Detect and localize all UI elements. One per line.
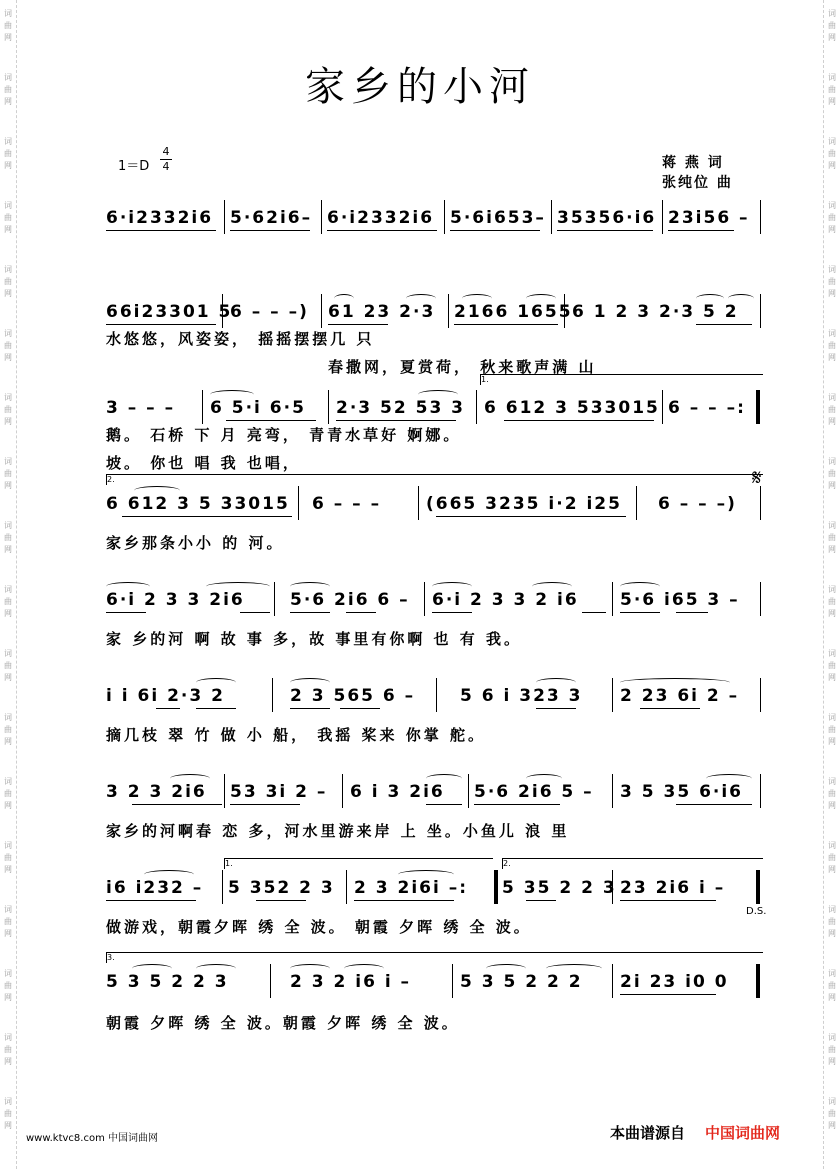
key-label: 1＝D [118,159,150,174]
footer-source [610,1122,780,1143]
measure: 2 3 565 6 – [290,686,416,706]
measure: 6 5·i 6·5 [210,398,306,418]
volta-3 [106,952,763,963]
measure: 5·6 i65 3 – [620,590,740,610]
measure: 6 612 3 533015 [484,398,660,418]
key-signature [118,145,170,174]
watermark-text: 词曲网 [4,201,12,234]
watermark-text: 词曲网 [828,73,836,106]
measure: i i 6i 2·3 2 [106,686,225,706]
measure: 5 6 i 323 3 [460,686,583,706]
footer-source-label: 本曲谱源自 [610,1124,686,1142]
watermark-text: 词曲网 [828,137,836,170]
watermark-text: 词曲网 [4,649,12,682]
measure: 6 i 3 2i6 [350,782,445,802]
watermark-text: 词曲网 [4,905,12,938]
measure: 3 2 3 2i6 [106,782,207,802]
watermark-text: 词曲网 [4,521,12,554]
measure: 61 23 2·3 [328,302,436,322]
time-denominator: 4 [162,160,170,173]
volta-number: 2. [503,859,511,868]
measure: 5·6 2i6 6 – [290,590,410,610]
watermark-text: 词曲网 [4,265,12,298]
watermark-text: 词曲网 [4,329,12,362]
measure: 53 3i 2 – [230,782,328,802]
measure: 6·i2332i6 [327,208,435,228]
measure: 2·3 52 53 3 [336,398,466,418]
measure: 2 3 2 i6 i – [290,972,412,992]
footer-site: www.ktvc8.com 中国词曲网 [26,1133,159,1144]
measure: 2i 23 i0 0 [620,972,729,992]
lyric-verse-2: 春撒网，夏赏荷， 秋来歌声满 山 [328,358,597,376]
measure: 3 – – – [106,398,176,418]
watermark-text: 词曲网 [828,265,836,298]
measure: 6 – – –) [658,494,737,514]
lyric-verse-1: 鹅。 石桥 下 月 亮弯， 青青水草好 婀娜。 [106,426,462,444]
watermark-text: 词曲网 [4,585,12,618]
measure: 6 – – –: [668,398,746,418]
volta-2 [106,474,763,485]
dal-segno-mark: D.S. [746,906,767,917]
watermark-text: 词曲网 [4,137,12,170]
lyric-line: 朝霞 夕晖 绣 全 波。朝霞 夕晖 绣 全 波。 [106,1014,460,1032]
measure: 5·6i653– [450,208,546,228]
watermark-text: 词曲网 [4,1033,12,1066]
measure: 5 35 2 2 3 [502,878,617,898]
measure: 5 3 5 2 2 3 [106,972,229,992]
watermark-text: 词曲网 [828,713,836,746]
measure: 35356·i6 [557,208,657,228]
watermark-text: 词曲网 [4,393,12,426]
watermark-text: 词曲网 [828,201,836,234]
watermark-text: 词曲网 [828,905,836,938]
watermark-text: 词曲网 [828,841,836,874]
measure: 6·i 2 3 3 2 i6 [432,590,579,610]
lyric-line: 做游戏，朝霞夕晖 绣 全 波。 朝霞 夕晖 绣 全 波。 [106,918,532,936]
segno-sign: 𝄋 [752,466,762,491]
measure: i6 i232 – [106,878,204,898]
watermark-text: 词曲网 [828,649,836,682]
measure: 2166 1655 [454,302,573,322]
watermark-text: 词曲网 [828,1097,836,1130]
watermark-text: 词曲网 [828,457,836,490]
left-watermark-strip [0,0,17,1169]
measure: 5 3 5 2 2 2 [460,972,583,992]
measure: 6 612 3 5 33015 [106,494,290,514]
measure: (665 3235 i·2 i25 [426,494,622,514]
lyric-verse-2: 坡。 你也 唱 我 也唱， [106,454,301,472]
measure: 3 5 35 6·i6 [620,782,744,802]
measure: 2 23 6i 2 – [620,686,740,706]
measure: 6·i 2 3 3 2i6 [106,590,245,610]
lyric-line: 家乡的河啊春 恋 多，河水里游来岸 上 坐。小鱼儿 浪 里 [106,822,570,840]
measure: 5·62i6– [230,208,313,228]
watermark-text: 词曲网 [4,9,12,42]
watermark-text: 词曲网 [828,9,836,42]
watermark-text: 词曲网 [4,777,12,810]
lyric-line: 摘几枝 翠 竹 做 小 船， 我摇 桨来 你掌 舵。 [106,726,487,744]
lyric-verse-1: 水悠悠，风姿姿， 摇摇摆摆几 只 [106,330,375,348]
watermark-text: 词曲网 [828,777,836,810]
watermark-text: 词曲网 [4,1097,12,1130]
footer-brand: 中国词曲网 [705,1124,781,1142]
measure: 66i23301 5 [106,302,233,322]
lyric-line: 家 乡的河 啊 故 事 多，故 事里有你啊 也 有 我。 [106,630,523,648]
right-watermark-strip [823,0,840,1169]
measure: 2 3 2i6i –: [354,878,469,898]
time-numerator: 4 [162,145,170,158]
watermark-text: 词曲网 [4,73,12,106]
watermark-text: 词曲网 [4,841,12,874]
time-signature [160,145,172,174]
volta-number: 1. [481,375,489,384]
measure: 6·i2332i6 [106,208,214,228]
volta-2b [502,858,763,869]
watermark-text: 词曲网 [4,969,12,1002]
watermark-text: 词曲网 [828,329,836,362]
measure: 23 2i6 i – [620,878,726,898]
measure: 5 352 2 3 [228,878,335,898]
lyric-line: 家乡那条小小 的 河。 [106,534,285,552]
measure: 23i56 – [668,208,750,228]
watermark-text: 词曲网 [4,713,12,746]
watermark-text: 词曲网 [828,969,836,1002]
volta-1 [480,374,763,385]
volta-number: 1. [225,859,233,868]
watermark-text: 词曲网 [828,1033,836,1066]
volta-1b [224,858,493,869]
volta-number: 2. [107,475,115,484]
song-title: 家乡的小河 [305,64,535,110]
volta-number: 3. [107,953,115,962]
composer-credit: 张纯位 曲 [662,175,733,191]
measure: 5·6 2i6 5 – [474,782,594,802]
watermark-text: 词曲网 [828,585,836,618]
measure: 6 1 2 3 2·3 5 2 [572,302,739,322]
watermark-text: 词曲网 [4,457,12,490]
watermark-text: 词曲网 [828,393,836,426]
measure: 6 – – – [312,494,382,514]
measure: 6 – – –) [230,302,309,322]
lyricist-credit: 蒋 燕 词 [662,155,724,171]
watermark-text: 词曲网 [828,521,836,554]
